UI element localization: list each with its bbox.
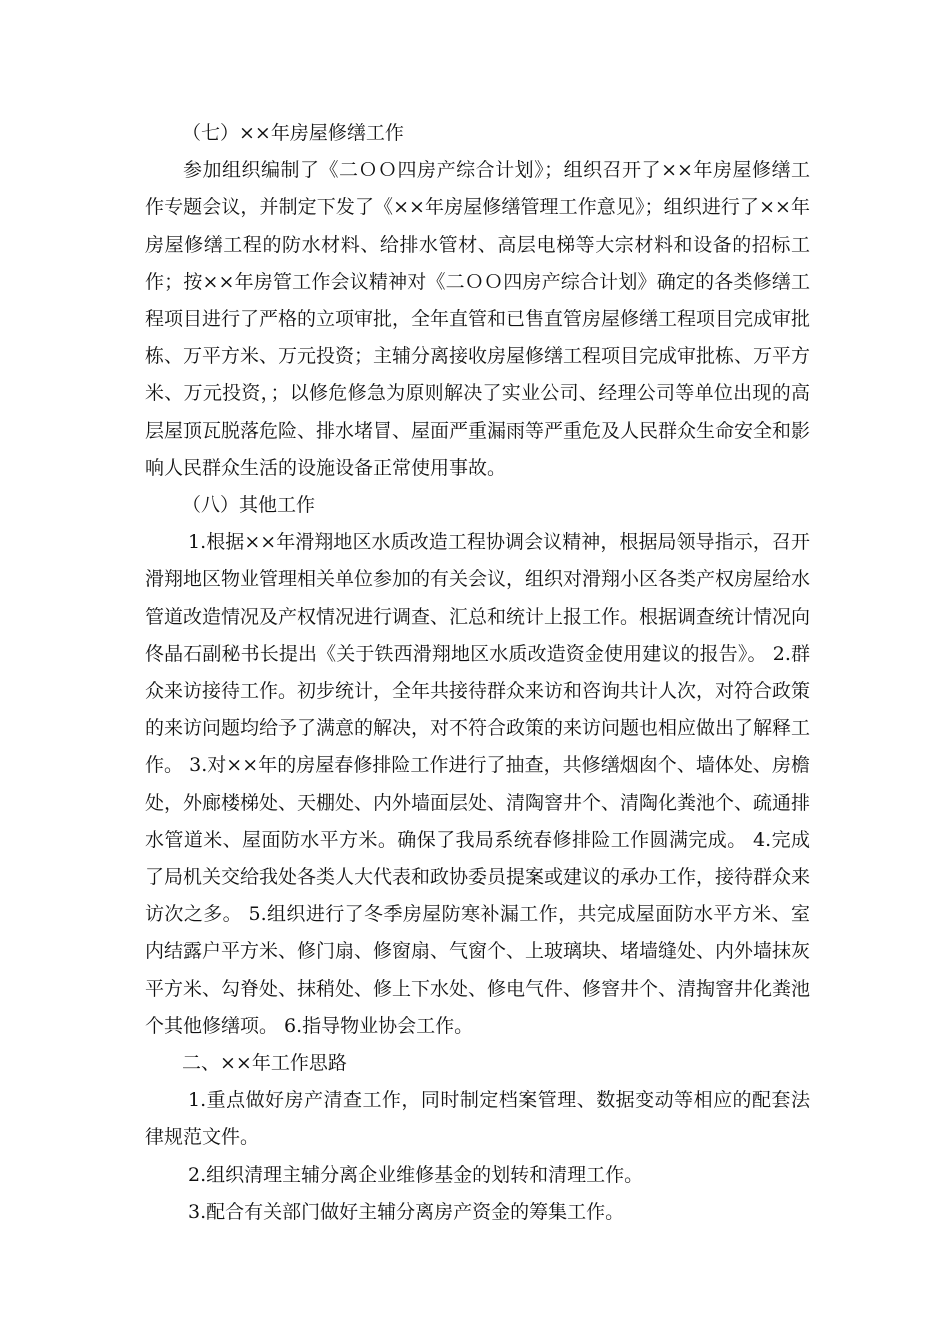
plan-item-2: 2.组织清理主辅分离企业维修基金的划转和清理工作。 (188, 1163, 644, 1186)
plan-item-1: 1.重点做好房产清查工作，同时制定档案管理、数据变动等相应的配套法律规范文件。 (145, 1089, 810, 1149)
section-8-heading: （八）其他工作 (182, 494, 316, 517)
section-7-heading: （七）××年房屋修缮工作 (182, 122, 404, 144)
section-7-paragraph: 参加组织编制了《二ＯＯ四房产综合计划》；组织召开了××年房屋修缮工作专题会议，并制定下发了《××年房屋修缮管理工作意见》；组织进行了××年房屋修缮工程的防水材料、给排水管材、高层电梯等大宗材料和设备的招标工作；按××年房管工作会议精神对《二ＯＯ四房产综合计划》确定的各类修缮工程项目进行了严格的立项审批，全年直管和已售直管房屋修缮工程项目完成审批栋、万平方米、万元投资；主辅分离接收房屋修缮工程项目完成审批栋、万平方米、万元投资，；以修危修急为原则解决了实业公司、经理公司等单位出现的高层屋顶瓦脱落危险、排水堵冒、屋面严重漏雨等严重危及人民群众生命安全和影响人民群众生活的设施设备正常使用事故。 (145, 159, 811, 479)
section-8-paragraph: 1.根据××年滑翔地区水质改造工程协调会议精神，根据局领导指示，召开滑翔地区物业管理相关单位参加的有关会议，组织对滑翔小区各类产权房屋给水管道改造情况及产权情况进行调查、汇总和统计上报工作。根据调查统计情况向佟晶石副秘书长提出《关于铁西滑翔地区水质改造资金使用建议的报告》。 2.群众来访接待工作。初步统计，全年共接待群众来访和咨询共计人次，对符合政策的来访问题均给予了满意的解决，对不符合政策的来访问题也相应做出了解释工作。 3.对××年的房屋春修排险工作进行了抽查，共修缮烟囱个、墙体处、房檐处，外廊楼梯处、天棚处、内外墙面层处、清陶窨井个、清陶化粪池个、疏通排水管道米、屋面防水平方米。确保了我局系统春修排险工作圆满完成。 4.完成了局机关交给我处各类人大代表和政协委员提案或建议的承办工作，接待群众来访次之多。 5.组织进行了冬季房屋防寒补漏工作，共完成屋面防水平方米、室内结露户平方米、修门扇、修窗扇、气窗个、上玻璃块、堵墙缝处、内外墙抹灰平方米、勾脊处、抹稍处、修上下水处、修电气件、修窨井个、清掏窨井化粪池个其他修缮项。 6.指导物业协会工作。 (145, 531, 811, 1037)
document-body (145, 115, 810, 1231)
part-2-heading: 二、××年工作思路 (182, 1052, 347, 1075)
plan-item-3: 3.配合有关部门做好主辅分离房产资金的筹集工作。 (188, 1200, 625, 1223)
